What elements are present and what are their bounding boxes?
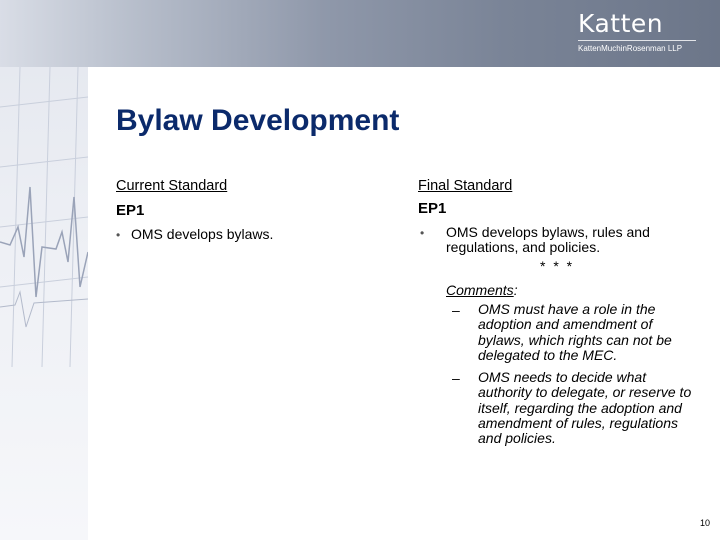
- current-bullet-1: OMS develops bylaws.: [131, 226, 274, 242]
- final-ep-label: EP1: [418, 200, 447, 217]
- dash-icon: –: [452, 370, 460, 386]
- current-standard-heading: Current Standard: [116, 178, 228, 194]
- slide-title: Bylaw Development: [116, 104, 400, 137]
- katten-logo: [578, 10, 696, 53]
- ecg-graph-paper-image: [0, 67, 88, 540]
- logo-wordmark: Katten: [578, 9, 664, 38]
- final-standard-heading: Final Standard: [418, 178, 513, 194]
- comments-colon: :: [513, 282, 518, 298]
- decorative-ecg-panel: [0, 67, 88, 540]
- page-number: 10: [700, 518, 711, 528]
- bullet-icon: •: [420, 226, 425, 240]
- logo-rule: [578, 40, 696, 41]
- current-ep-label: EP1: [116, 202, 145, 219]
- comment-2: OMS needs to decide what authority to delegate, or reserve to itself, regarding the adoption and amendment of rules, regulations and policies.: [478, 369, 692, 447]
- comments-heading: [446, 282, 518, 298]
- separator-stars: * * *: [540, 258, 575, 274]
- final-bullet-1: OMS develops bylaws, rules and regulations, and policies.: [446, 224, 650, 255]
- comment-1: OMS must have a role in the adoption and amendment of bylaws, which rights can not be delegated to the MEC.: [478, 301, 672, 363]
- bullet-icon: •: [116, 228, 121, 242]
- logo-subline: KattenMuchinRosenman LLP: [578, 44, 683, 53]
- dash-icon: –: [452, 302, 460, 318]
- comments-label: Comments: [446, 282, 514, 298]
